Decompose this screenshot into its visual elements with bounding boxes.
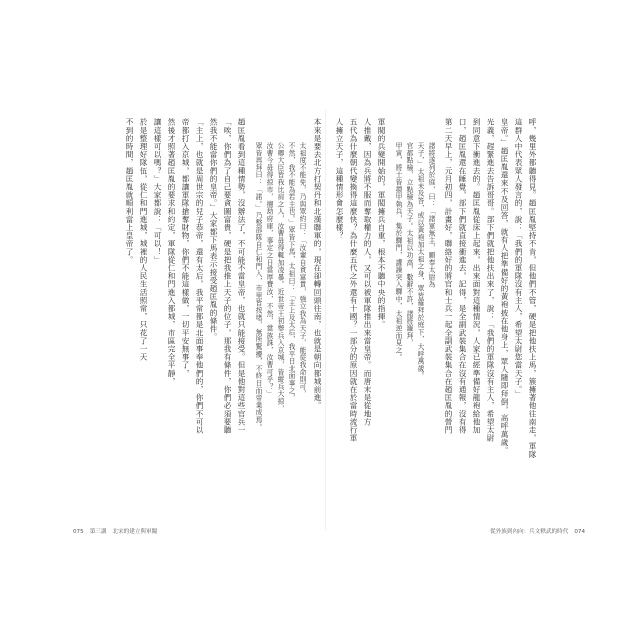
- chapter-label: 第三講: [89, 529, 107, 535]
- quote-column: 官都點檢，立點檢為天子。太祖以功高，數辭不許，諸將羅拜，: [405, 142, 413, 347]
- quote-column: 眾皆再拜曰：「諾。」乃整部隊自仁和門入，市里皆按堵，無所驚擾，不終日而帝業成焉。: [254, 142, 262, 431]
- text-column: 「唉，你們為了自己要貪圖富貴，硬是把我推上天子的位子，那我有條件，你們必須要聽: [223, 118, 232, 434]
- text-column: 趙匡胤看到這種情勢，沒辦法了，不可能不當皇帝，也就只能接受。但是他對這些官兵一: [237, 118, 246, 434]
- quote-column: 不然，我不能為若主也。」眾皆下馬，太祖曰：「主上及太后，我平日北面事之，: [287, 142, 295, 402]
- left-page: [70, 118, 322, 518]
- text-column: 讓這樣可以嗎？」大家都說：「可以！」: [153, 118, 162, 264]
- quote-column: 汝曹今毋得掠市，擅劫府庫，事定之日當厚賚汝，不然，當族誅，汝曹可乎？」: [265, 142, 273, 398]
- running-title: 北宋的建立與軍閥: [112, 529, 158, 535]
- right-page: [332, 118, 584, 518]
- quote-column: 甲寅，將士皆擐甲執兵，集於驛門，讙譟突入驛中，太祖逆而見之。: [394, 142, 402, 361]
- text-column: 口，趙匡胤還在睡覺，部下們就直接衝進去，記得，是全副武裝集合在沒有通報，沒有得: [458, 118, 467, 434]
- running-title: 從外族到內向：兵文軼武的時代: [490, 529, 569, 535]
- text-column: 五代為什麼朝代變換得這麼快？為什麼五代之外還有十國？一部分的原因就在於當時流行軍: [349, 118, 358, 442]
- text-column: 人擁立天子，這種情形會怎麼樣？: [335, 118, 344, 240]
- quote-column: 天子，」太祖未及答，或以黃袍加太祖之身，眾皆羅拜於庭下，大呼萬歲。: [416, 142, 424, 380]
- right-page-footer: [490, 527, 591, 535]
- quote-column: 太祖度不能免，乃與眾約曰：「汝輩自貪富貴，強立我為天子，能從我命則可，: [298, 142, 306, 398]
- text-column: 然後才照著趙匡胤的要求和約定，軍隊從仁和門進入都城，市區完全平靜，: [167, 118, 176, 386]
- page-number: 075: [73, 529, 84, 535]
- text-column: 軍閥的兵變開始的，軍閥擁兵自重，根本不聽中央的指揮。: [377, 118, 386, 329]
- page-gutter: [325, 110, 326, 530]
- text-column: 於是整理好隊伍，從仁和門進城，城裡的人民生活照常，只花了一天: [139, 118, 148, 361]
- text-column: 帝都打入京城，都讓軍隊搶奪財物，你們不能這樣做，一切平安無事了，: [181, 118, 190, 378]
- text-column: 這群人中代表眾人發言的，說：「我們的軍隊沒有主人，希望太尉您當天子。」: [514, 118, 523, 398]
- text-column: 不到的時間，趙匡胤就順利當上皇帝了。: [125, 118, 134, 264]
- text-column: 皇帝。」趙匡胤還來不及回答，就有人把準備好的黃袍披在他身上，眾人隨即拜倒，高呼萬歲。: [500, 118, 509, 455]
- text-column: 然我不能當你們的皇帝。」大家都下馬表示接受趙匡胤的條件。: [209, 118, 218, 341]
- text-column: 呼，幾里外都聽得見。趙匡胤堅持不肯，但他們不管，硬是把他扶上馬，簇擁著他往南走，軍隊: [528, 118, 537, 459]
- text-column: 人推戴，因為兵將不服而奪取權力的人，又可以被軍隊推出來當皇帝。而唐末是從地方: [363, 118, 372, 426]
- text-column: 到同意下衝進去的。趙匡胤從床上起來，出來面對這種情況，人家已經準備好龍袍給他加: [472, 118, 481, 434]
- text-column: 本來是要去北方打契丹和北漢聯軍的，現在卻轉回頭往南，也就是朝向都城前進。: [313, 118, 322, 410]
- text-column: 「主上，也就是周世宗的兒子恭帝，還有太后，我平常都是北面事奉他們的，你們不可以: [195, 118, 204, 434]
- quote-column: 諸將遂列於庭，曰：「諸軍無主，願奉太尉為: [427, 142, 435, 288]
- text-column: 光義，趕緊進去告訴哥哥。部下們就把他扶出來了，說：「我們的軍隊沒有主人，希望太尉: [486, 118, 495, 442]
- left-page-footer: [73, 527, 163, 535]
- text-column: 第二天早上，元月初四，計畫好，聯絡好的將官和士兵一起全副武裝集合在趙匡胤的營門: [444, 118, 453, 434]
- quote-column: 公卿大臣皆我比肩之人，汝曹毋得輒加凌暴。近世帝王初舉兵入京城，皆縱兵大掠，: [276, 142, 284, 413]
- page-number: 074: [574, 529, 586, 535]
